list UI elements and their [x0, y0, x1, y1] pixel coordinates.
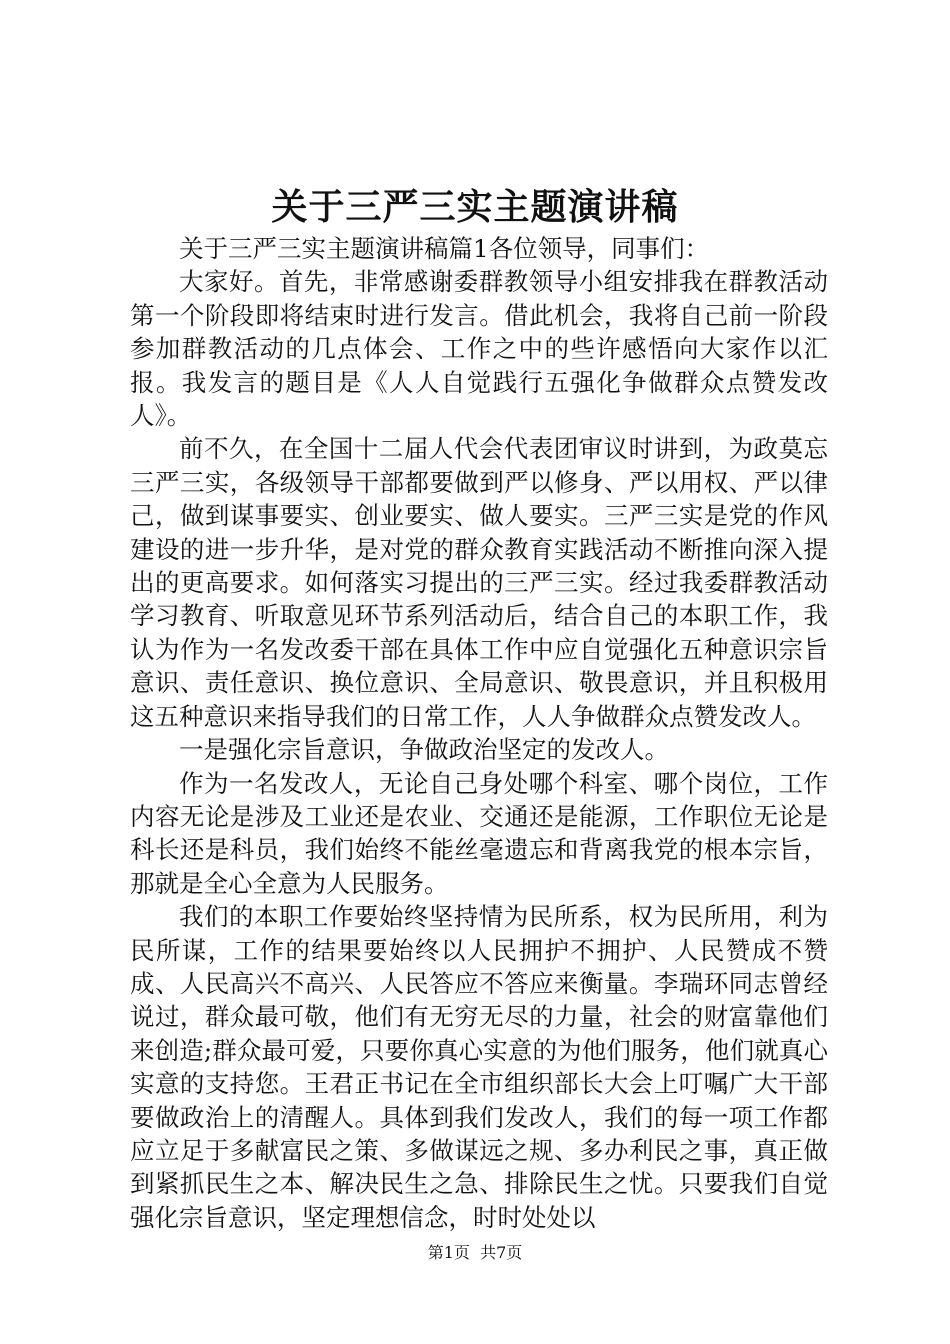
paragraph-point-one-heading: 一是强化宗旨意识，争做政治坚定的发改人。 [179, 735, 669, 765]
document-title: 关于三严三实主题演讲稿 [271, 186, 679, 228]
paragraph-three-strict: 前不久，在全国十二届人代会代表团审议时讲到，为政莫忘三严三实，各级领导干部都要做到严以修身、严以用权、严以律己，做到谋事要实、创业要实、做人要实。三严三实是党的作风建设的进一步升华，是对党的群众教育实践活动不断推向深入提出的更高要求。如何落实习提出的三严三实。经过我委群教活动学习教育、听取意见环节系列活动后，结合自己的本职工作，我认为作为一名发改委干部在具体工作中应自觉强化五种意识宗旨意识、责任意识、换位意识、全局意识、敬畏意识，并且积极用这五种意识来指导我们的日常工作，人人争做群众点赞发改人。 [130, 434, 828, 731]
page-total: 共7页 [480, 1243, 523, 1262]
paragraph-people: 我们的本职工作要始终坚持情为民所系，权为民所用，利为民所谋，工作的结果要始终以人民拥护不拥护、人民赞成不赞成、人民高兴不高兴、人民答应不答应来衡量。李瑞环同志曾经说过，群众最可敬，他们有无穷无尽的力量，社会的财富靠他们来创造;群众最可爱，只要你真心实意的为他们服务，他们就真心实意的支持您。王君正书记在全市组织部长大会上叮嘱广大干部要做政治上的清醒人。具体到我们发改人，我们的每一项工作都应立足于多献富民之策、多做谋远之规、多办利民之事，真正做到紧抓民生之本、解决民生之急、排除民生之忧。只要我们自觉强化宗旨意识，坚定理想信念，时时处处以 [130, 902, 828, 1232]
document-body [130, 232, 828, 1234]
paragraph-intro: 关于三严三实主题演讲稿篇1各位领导，同事们： [179, 234, 710, 263]
paragraph-purpose: 作为一名发改人，无论自己身处哪个科室、哪个岗位，工作内容无论是涉及工业还是农业、交通还是能源，工作职位无论是科长还是科员，我们始终不能丝毫遗忘和背离我党的根本宗旨，那就是全心全意为人民服务。 [130, 768, 828, 898]
paragraph-greeting: 大家好。首先，非常感谢委群教领导小组安排我在群教活动第一个阶段即将结束时进行发言。借此机会，我将自己前一阶段参加群教活动的几点体会、工作之中的些许感悟向大家作以汇报。我发言的题目是《人人自觉践行五强化争做群众点赞发改人》。 [130, 267, 828, 431]
page-number: 第1页 [427, 1243, 470, 1262]
page-footer [0, 1242, 950, 1264]
